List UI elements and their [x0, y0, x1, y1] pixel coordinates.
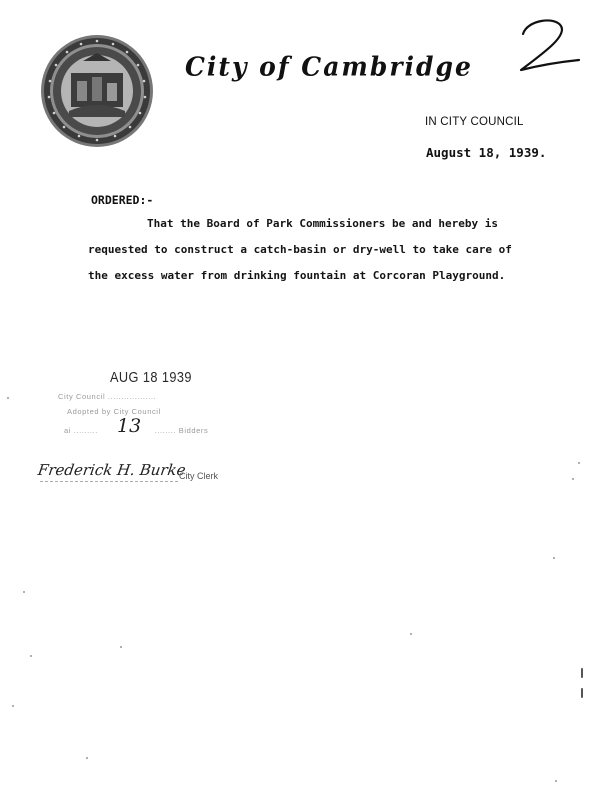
- scan-speck: [86, 757, 88, 759]
- handwritten-page-number: [515, 12, 585, 82]
- order-body: [88, 211, 568, 289]
- stamp-date: AUG 18 1939: [110, 369, 192, 386]
- city-seal-icon: [39, 33, 155, 149]
- scan-speck: [7, 397, 9, 399]
- city-title: City of Cambridge: [185, 51, 473, 82]
- scan-speck: [555, 780, 557, 782]
- order-line: That the Board of Park Commissioners be and hereby is: [147, 217, 498, 230]
- scan-speck: [581, 688, 583, 698]
- scan-speck: [120, 646, 122, 648]
- scan-speck: [23, 591, 25, 593]
- scan-speck: [581, 668, 583, 678]
- stamp-line: Adopted by City Council: [67, 407, 161, 416]
- clerk-signature: Frederick H. Burke: [36, 461, 187, 479]
- document-date: August 18, 1939.: [426, 145, 547, 160]
- council-label: IN CITY COUNCIL: [425, 116, 524, 128]
- scan-speck: [410, 633, 412, 635]
- scan-speck: [578, 462, 580, 464]
- stamp-line: City Council ..................: [58, 392, 157, 401]
- stamp-number: 13: [117, 415, 142, 437]
- order-line: the excess water from drinking fountain at Corcoran Playground.: [88, 269, 506, 282]
- ordered-heading: ORDERED:-: [91, 193, 154, 207]
- clerk-title: City Clerk: [179, 471, 219, 481]
- scan-speck: [572, 478, 574, 480]
- scan-speck: [30, 655, 32, 657]
- order-line: requested to construct a catch-basin or dry-well to take care of: [88, 243, 512, 256]
- scan-speck: [553, 557, 555, 559]
- signature-line: [40, 481, 178, 483]
- stamp-line-prefix: ai .........: [64, 426, 101, 435]
- stamp-line-suffix: ........ Bidders: [154, 426, 209, 435]
- scan-speck: [12, 705, 14, 707]
